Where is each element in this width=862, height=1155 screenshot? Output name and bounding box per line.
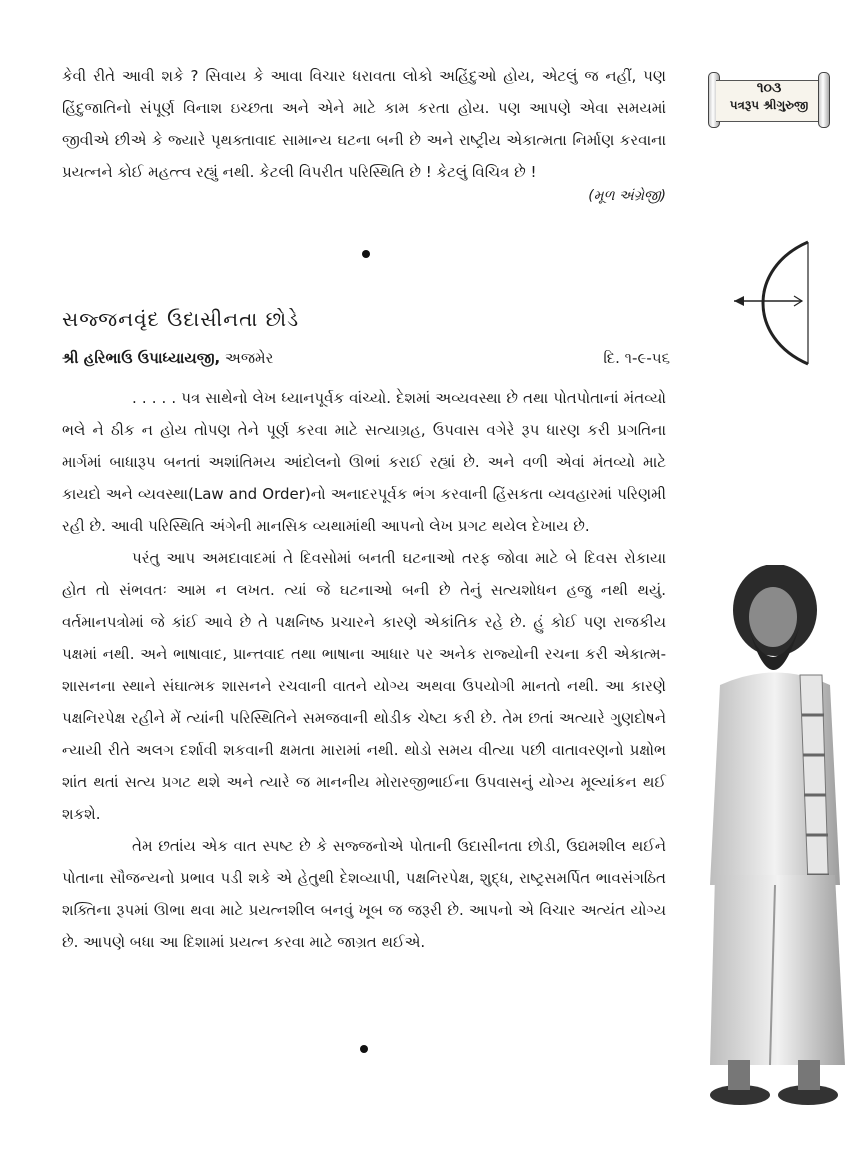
letter-body <box>62 382 666 958</box>
letter-paragraph-3: તેમ છતાંય એક વાત સ્પષ્ટ છે કે સજ્જનોએ પોતાની ઉદાસીનતા છોડી, ઉદ્યમશીલ થઈને પોતાના સૌજન્યનો પ્રભાવ પડી શકે એ હેતુથી દેશવ્યાપી, પક્ષનિરપેક્ષ, શુદ્ધ, રાષ્ટ્રસમર્પિત ભાવસંગઠિત શક્તિના રૂપમાં ઊભા થવા માટે પ્રયત્નશીલ બનવું ખૂબ જ જરૂરી છે. આપનો એ વિચાર અત્યંત યોગ્ય છે. આપણે બધા આ દિશામાં પ્રયત્ન કરવા માટે જાગ્રત થઈએ. <box>62 837 666 951</box>
end-bullet <box>360 1045 368 1053</box>
book-title: પત્રરૂપ શ્રીગુરુજી <box>729 98 809 112</box>
letter-paragraph-2: પરંતુ આપ અમદાવાદમાં તે દિવસોમાં બનતી ઘટનાઓ તરફ જોવા માટે બે દિવસ રોકાયા હોત તો સંભવતઃ આમ ન લખત. ત્યાં જે ઘટનાઓ બની છે તેનું સત્યશોધન હજુ નથી થયું. વર્તમાનપત્રોમાં જે કાંઈ આવે છે તે પક્ષનિષ્ઠ પ્રચારને કારણે એકાંતિક રહે છે. હું કોઈ પણ રાજકીય પક્ષમાં નથી. અને ભાષાવાદ, પ્રાન્તવાદ તથા ભાષાના આધાર પર અનેક રાજ્યોની રચના કરી એકાત્મ-શાસનના સ્થાને સંઘાત્મક શાસનને રચવાની વાતને યોગ્ય અથવા ઉપયોગી માનતો નથી. આ કારણે પક્ષનિરપેક્ષ રહીને મેં ત્યાંની પરિસ્થિતિને સમજવાની થોડીક ચેષ્ટા કરી છે. તેમ છતાં અત્યારે ગુણદોષને ન્યાયી રીતે અલગ દર્શાવી શકવાની ક્ષમતા મારામાં નથી. થોડો સમય વીત્યા પછી વાતાવરણનો પ્રક્ષોભ શાંત થતાં સત્ય પ્રગટ થશે અને ત્યારે જ માનનીય મોરારજીભાઈના ઉપવાસનું યોગ્ય મૂલ્યાંકન થઈ શકશે. <box>62 549 666 823</box>
letter-header <box>62 349 670 367</box>
bow-arrow-icon <box>728 238 818 368</box>
letter-paragraph-1: . . . . . પત્ર સાથેનો લેખ ધ્યાનપૂર્વક વાંચ્યો. દેશમાં અવ્યવસ્થા છે તથા પોતપોતાનાં મંતવ્યો ભલે ને ઠીક ન હોય તોપણ તેને પૂર્ણ કરવા માટે સત્યાગ્રહ, ઉપવાસ વગેરે રૂપ ધારણ કરી પ્રગતિના માર્ગમાં બાધારૂપ બનતાં અશાંતિમય આંદોલનો ઊભાં કરાઈ રહ્યાં છે. અને વળી એવાં મંતવ્યો માટે કાયદો અને વ્યવસ્થા(Law and Order)નો અનાદરપૂર્વક ભંગ કરવાની હિંસકતા વ્યવહારમાં પરિણમી રહી છે. આવી પરિસ્થિતિ અંગેની માનસિક વ્યથામાંથી આપનો લેખ પ્રગટ થયેલ દેખાય છે. <box>62 389 666 535</box>
section-heading: સજ્જનવૃંદ ઉદાસીનતા છોડે <box>62 307 300 331</box>
original-language-note: (મૂળ અંગ્રેજી) <box>588 188 666 204</box>
section-divider-bullet <box>362 250 370 258</box>
intro-paragraph: કેવી રીતે આવી શકે ? સિવાય કે આવા વિચાર ધરાવતા લોકો અહિંદુઓ હોય, એટલું જ નહીં, પણ હિંદુજાતિનો સંપૂર્ણ વિનાશ ઇચ્છતા અને એને માટે કામ કરતા હોય. પણ આપણે એવા સમયમાં જીવીએ છીએ કે જ્યારે પૃથક્તાવાદ સામાન્ય ઘટના બની છે અને રાષ્ટ્રીય એકાત્મતા નિર્માણ કરવાના પ્રયત્નને કોઈ મહત્ત્વ રહ્યું નથી. કેટલી વિપરીત પરિસ્થિતિ છે ! કેટલું વિચિત્ર છે ! <box>62 67 666 181</box>
letter-date: દિ. ૧-૯-૫૬ <box>603 349 670 367</box>
page-header-scroll <box>706 72 832 126</box>
portrait-photo <box>690 565 860 1130</box>
recipient-name: શ્રી હરિભાઉ ઉપાધ્યાયજી, <box>62 349 221 367</box>
page-number: ૧૦૩ <box>756 80 782 96</box>
recipient-place: અજમેર <box>225 349 274 367</box>
intro-block <box>62 60 666 204</box>
